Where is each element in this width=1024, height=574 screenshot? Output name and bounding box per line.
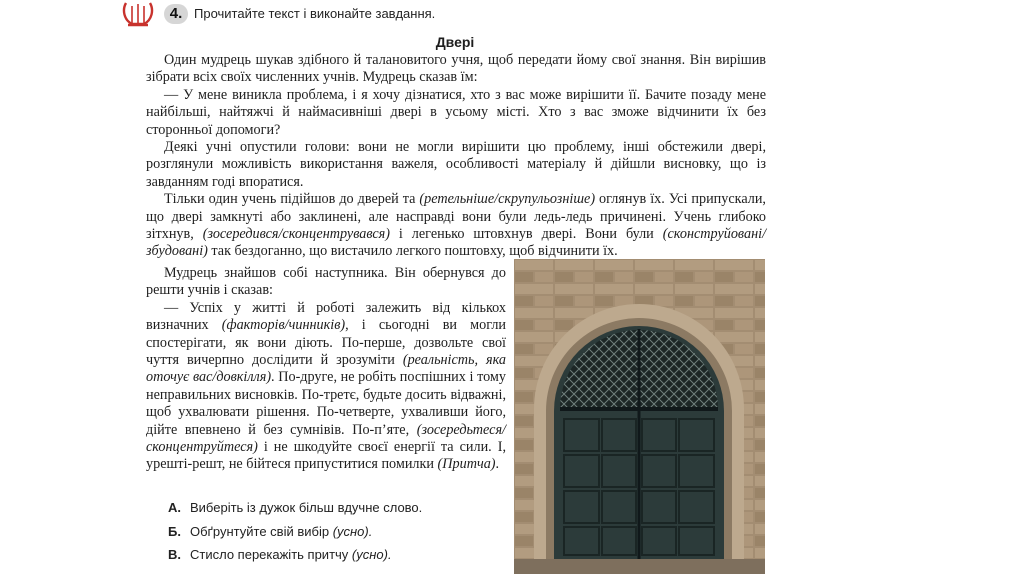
- paragraph-speech: [146, 300, 506, 474]
- word-choice-6: (зосередьтеся/сконцентруйтеся): [146, 421, 506, 456]
- task-text: Обґрунтуйте свій вибір: [190, 523, 333, 539]
- reading-lyre-icon: [120, 0, 156, 28]
- task-text: Стисло перекажіть притчу: [190, 547, 352, 562]
- main-text-block: [146, 52, 766, 261]
- word-choice-5: (реальність, яка оточує вас/довкілля): [146, 352, 506, 386]
- speech-part4: і не шкодуйте своєї енергії та сили. І, урешті-решт, не бійтеся припуститися помилки: [146, 439, 506, 473]
- student-part3: і легенько штовхнув двері. Вони були: [389, 226, 663, 243]
- paragraph-students: Деякі учні опустили голови: вони не могли вирішити цю проблему, інші обстежили двері, розглянули можливість використання важеля, особливості матеріалу й дійшли висновку, що із завданням годі впоратися.: [146, 139, 766, 190]
- student-part2: оглянув їх. Усі припускали, що двері замкнуті або заклинені, але насправді вони були ледь-ледь причинені. Учень глибоко зітхнув,: [146, 191, 766, 243]
- speech-part2: , і сьогодні ви могли спостерігати, як вони діють. По-перше, дозвольте свої чуття вичерпно дослідити й зрозуміти: [146, 317, 506, 369]
- task-note: (усно).: [332, 523, 373, 539]
- word-choice-2: (зосередився/сконцентрувався): [202, 226, 390, 243]
- speech-end: .: [495, 456, 500, 473]
- door-photo: [514, 259, 765, 574]
- task-letter: А.: [168, 500, 181, 515]
- task-item-b: [168, 524, 422, 548]
- task-letter: В.: [168, 547, 181, 562]
- text-title: Двері: [435, 34, 475, 50]
- word-choice-1: (ретельніше/скрупульозніше): [419, 191, 596, 208]
- paragraph-one-student: [146, 191, 766, 261]
- task-item-c: [168, 547, 422, 571]
- student-part1: Тільки один учень підійшов до дверей та: [164, 191, 420, 208]
- paragraph-successor: Мудрець знайшов собі наступника. Він обернувся до решти учнів і сказав:: [146, 265, 506, 299]
- student-part4: так бездоганно, що вистачило легкого поштовху, щоб відчинити їх.: [207, 243, 618, 260]
- task-number-badge: 4.: [164, 4, 188, 24]
- speech-part3: . По-друге, не робіть поспішних і тому неправильних висновків. По-третє, будьте досить відважні, щоб ухвалювати рішення. По-четверте, ухваливши його, дійте впевнено й без сумнівів. По-п’яте,: [146, 369, 506, 438]
- narrow-text-block: [146, 265, 506, 474]
- paragraph-problem: — У мене виникла проблема, і я хочу дізнатися, хто з вас може вирішити її. Бачите позаду мене найбільші, найтяжчі й наймасивніші двері в усьому місті. Хто з вас зможе відчинити їх без сторонньої допомоги?: [146, 86, 766, 138]
- task-note: (усно).: [351, 547, 392, 562]
- task-letter: Б.: [168, 523, 181, 539]
- task-instruction: Прочитайте текст і виконайте завдання.: [194, 6, 436, 21]
- task-header: [120, 0, 540, 28]
- paragraph-intro: Один мудрець шукав здібного й талановитого учня, щоб передати йому свої знання. Він вирішив зібрати всіх своїх численних учнів. Мудрець сказав їм:: [146, 52, 766, 86]
- task-text: Виберіть із дужок більш вдучне слово.: [190, 500, 423, 515]
- source-label: (Притча): [437, 456, 496, 473]
- word-choice-4: (факторів/чинників): [221, 317, 346, 334]
- task-list: [168, 500, 422, 571]
- speech-part1: — Успіх у житті й роботі залежить від кількох визначних: [146, 299, 506, 334]
- word-choice-3: (сконструйовані/збудовані): [146, 226, 767, 260]
- task-item-a: [168, 500, 422, 524]
